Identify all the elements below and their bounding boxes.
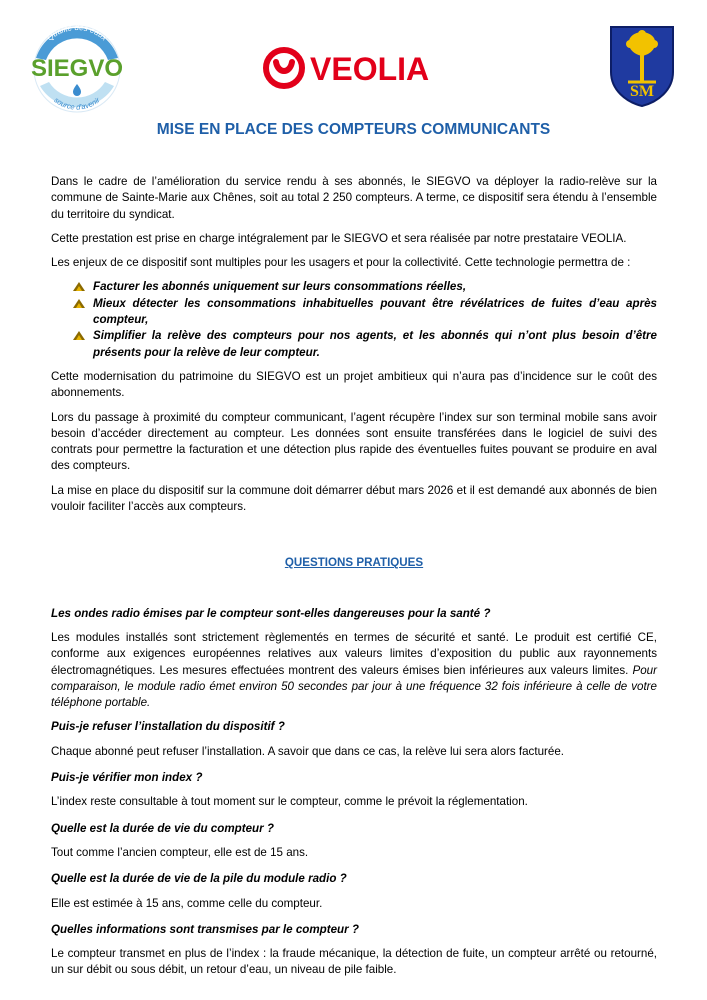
intro-paragraph-3: Les enjeux de ce dispositif sont multiples pour les usagers et pour la collectivité. Cette technologie permettra de : <box>51 256 631 270</box>
municipal-crest <box>608 24 676 108</box>
document-body <box>51 174 657 987</box>
intro-paragraph-2: Cette prestation est prise en charge intégralement par le SIEGVO et sera réalisée par notre prestataire VEOLIA. <box>51 231 627 245</box>
faq-answer-4: Tout comme l’ancien compteur, elle est de 15 ans. <box>51 845 309 859</box>
triangle-bullet-icon <box>73 331 85 341</box>
benefits-list <box>51 279 657 360</box>
faq-question-5: Quelle est la durée de vie de la pile du module radio ? <box>51 872 347 886</box>
siegvo-wordmark: SIEGVO <box>30 55 124 82</box>
list-item: Mieux détecter les consommations inhabituelles pouvant être révélatrices de fuites d’eau après compteur, <box>93 296 657 329</box>
crest-letters: SM <box>630 83 654 100</box>
triangle-bullet-icon <box>73 299 85 309</box>
list-item: Facturer les abonnés uniquement sur leurs consommations réelles, <box>93 279 657 295</box>
siegvo-logo <box>16 24 138 114</box>
faq-answer-6: Le compteur transmet en plus de l’index : la fraude mécanique, la détection de fuite, un compteur arrêté ou retourné, un sur débit ou sous débit, un retour d’eau, un niveau de pile faible. <box>51 947 657 977</box>
faq-question-2: Puis-je refuser l’installation du dispositif ? <box>51 720 285 734</box>
faq-question-6: Quelles informations sont transmises par le compteur ? <box>51 922 359 936</box>
intro-paragraph-6: La mise en place du dispositif sur la commune doit démarrer début mars 2026 et il est demandé aux abonnés de bien vouloir faciliter l’accès aux compteurs. <box>51 483 657 514</box>
faq-answer-3: L’index reste consultable à tout moment sur le compteur, comme le prévoit la réglementation. <box>51 795 528 809</box>
page-title: MISE EN PLACE DES COMPTEURS COMMUNICANTS <box>156 121 551 138</box>
veolia-wordmark: VEOLIA <box>310 51 430 87</box>
list-item: Simplifier la relève des compteurs pour nos agents, et les abonnés qui n’ont plus besoin d’être présents pour la relève de leur compteur. <box>93 328 657 361</box>
faq-answer-5: Elle est estimée à 15 ans, comme celle du compteur. <box>51 896 323 910</box>
faq-answer-2: Chaque abonné peut refuser l’installation. A savoir que dans ce cas, la relève lui sera alors facturée. <box>51 744 565 758</box>
intro-paragraph-5: Lors du passage à proximité du compteur communicant, l’agent récupère l’index sur son terminal mobile sans avoir besoin d’accéder directement au compteur. Les données sont ensuite transférées dans le logiciel de suivi des contrats pour permettre la facturation et une détection plus rapide des éventuelles fuites pouvant se produire en aval des compteurs. <box>51 410 657 473</box>
faq-question-4: Quelle est la durée de vie du compteur ? <box>51 821 274 835</box>
faq-answer-1: Les modules installés sont strictement règlementés en termes de sécurité et santé. Le produit est certifié CE, conforme aux exigences européennes relatives aux valeurs limites d’exposition du public aux rayonnements électromagnétiques. Les mesures effectuées montrent des valeurs émises bien inférieures aux valeurs limites. Pour comparaison, le module radio émet environ 50 secondes par jour à une fréquence 32 fois inférieure à celle de votre téléphone portable. <box>51 630 657 710</box>
veolia-logo <box>262 44 448 92</box>
siegvo-tagline-top: Qualité des eaux <box>45 24 109 43</box>
intro-paragraph-1: Dans le cadre de l’amélioration du service rendu à ses abonnés, le SIEGVO va déployer la radio-relève sur la commune de Sainte-Marie aux Chênes, soit au total 2 250 compteurs. A terme, ce dispositif sera étendu à l’ensemble du territoire du syndicat. <box>51 175 657 221</box>
faq-question-1: Les ondes radio émises par le compteur sont-elles dangereuses pour la santé ? <box>51 606 491 620</box>
faq-question-3: Puis-je vérifier mon index ? <box>51 771 203 785</box>
triangle-bullet-icon <box>73 282 85 292</box>
intro-paragraph-4: Cette modernisation du patrimoine du SIEGVO est un projet ambitieux qui n’aura pas d’incidence sur le coût des abonnements. <box>51 369 657 400</box>
siegvo-tagline-bottom: source d'avenir <box>52 95 102 112</box>
faq-title: QUESTIONS PRATIQUES <box>284 556 424 570</box>
